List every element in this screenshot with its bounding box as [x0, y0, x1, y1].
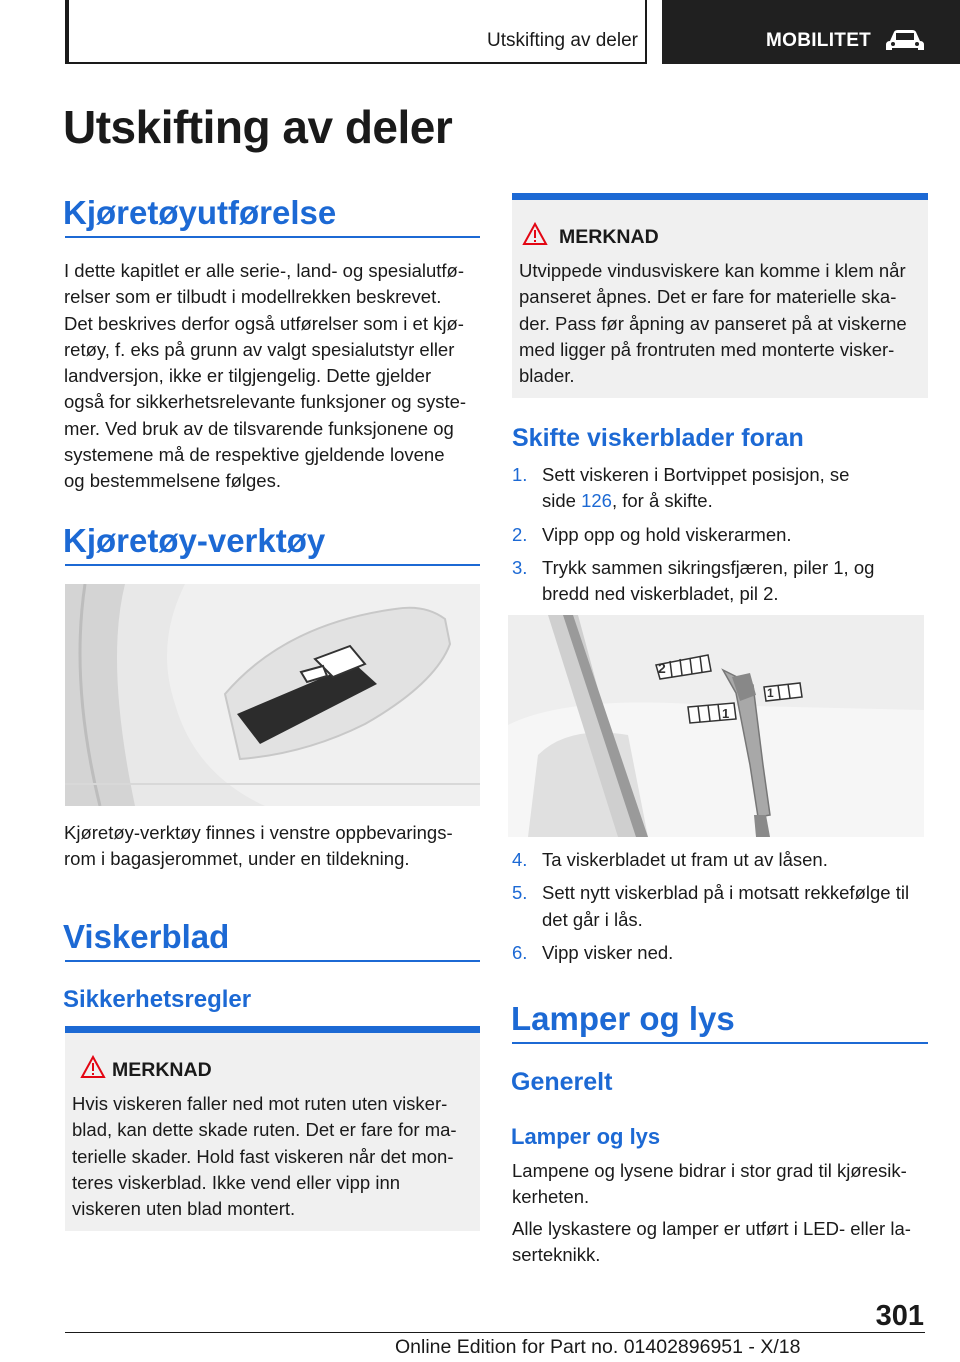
list-item: 5. Sett nytt viskerblad på i motsatt rekkefølge til det går i lås. [512, 882, 910, 930]
notice-text: Utvippede vindusviskere kan komme i klem når panseret åpnes. Det er fare for materielle ska- der. Pass før åpning av panseret på at viskerne med ligger på frontruten med monterte visker- blader. [519, 260, 907, 387]
vehicle-version-text: I dette kapitlet er alle serie-, land- og spesialutfø- relser som er tilbudt i modellrekken beskrevet. Det beskrives derfor også utførelser som i et kjø- retøy, f. eks på grunn av valgt spesialutstyr eller landversjon, ikke er tilgjengelig. Dette gjelder også for sikkerhetsrelevante funksjoner og syste- mer. Ved bruk av de tilsvarende funksjonene og systemene må de respektive gjeldende lovene og bestemmelsene følges. [64, 260, 467, 492]
heading-safety-rules: Sikkerhetsregler [63, 986, 252, 1013]
list-item: 6. Vipp visker ned. [512, 941, 674, 963]
notice-text: Hvis viskeren faller ned mot ruten uten visker- blad, kan dette skade ruten. Det er fare for ma- terielle skader. Hold fast viskeren når det mon- teres viskerblad. Ikke vend eller vipp inn viskeren uten blad montert. [72, 1093, 457, 1220]
header-section-title: Utskifting av deler [486, 30, 638, 51]
wiper-blade-figure [508, 615, 924, 837]
heading-rule [512, 1042, 928, 1044]
steps-list-b [512, 847, 932, 973]
heading-rule [65, 960, 480, 962]
heading-rule [65, 236, 480, 238]
lamps-text-2: Alle lyskastere og lamper er utført i LED- eller la- serteknikk. [512, 1218, 911, 1266]
notice-label: MERKNAD [112, 1059, 212, 1081]
heading-vehicle-version: Kjøretøyutførelse [63, 194, 337, 231]
heading-lamps: Lamper og lys [511, 1000, 735, 1037]
heading-lamps-sub: Lamper og lys [511, 1124, 661, 1149]
list-item: 2. Vipp opp og hold viskerarmen. [512, 523, 792, 545]
heading-vehicle-tools: Kjøretøy-verktøy [63, 522, 326, 559]
tools-compartment-figure [65, 584, 480, 806]
page-number: 301 [875, 1300, 924, 1332]
list-item: 4. Ta viskerbladet ut fram ut av låsen. [512, 849, 828, 870]
list-item: 1. Sett viskeren i Bortvippet posisjon, se side 126, for å skifte. [512, 464, 850, 512]
header-left-rule [65, 0, 69, 62]
footer-rule [65, 1332, 925, 1333]
header-separator [645, 0, 647, 64]
heading-wiper-blade: Viskerblad [63, 918, 230, 955]
steps-list-a [512, 462, 932, 614]
warning-triangle-icon [522, 222, 548, 246]
svg-text:1: 1 [767, 686, 774, 700]
arrow-1-left [688, 703, 736, 723]
notice-box-left [65, 1026, 480, 1231]
header-chapter-label[interactable]: MOBILITET [766, 30, 872, 51]
svg-text:2: 2 [658, 660, 666, 676]
heading-rule [65, 564, 480, 566]
heading-general: Generelt [511, 1068, 613, 1096]
tools-text: Kjøretøy-verktøy finnes i venstre oppbevarings- rom i bagasjerommet, under en tildekning. [64, 822, 453, 870]
svg-text:1: 1 [722, 706, 730, 721]
warning-triangle-icon [80, 1055, 106, 1079]
notice-box-right [512, 193, 928, 398]
arrow-1-right [764, 683, 802, 701]
car-icon [884, 28, 926, 54]
notice-label: MERKNAD [559, 226, 659, 248]
page-title: Utskifting av deler [63, 101, 453, 153]
list-item: 3. Trykk sammen sikringsfjæren, piler 1, og bredd ned viskerbladet, pil 2. [512, 556, 875, 605]
header-bottom-rule [65, 62, 647, 64]
lamps-text-1: Lampene og lysene bidrar i stor grad til kjøresik- kerheten. [512, 1160, 907, 1208]
heading-change-wipers: Skifte viskerblader foran [512, 424, 804, 452]
page-link[interactable]: 126 [581, 490, 612, 512]
footer-edition: Online Edition for Part no. 01402896951 - X/18 [395, 1336, 801, 1358]
